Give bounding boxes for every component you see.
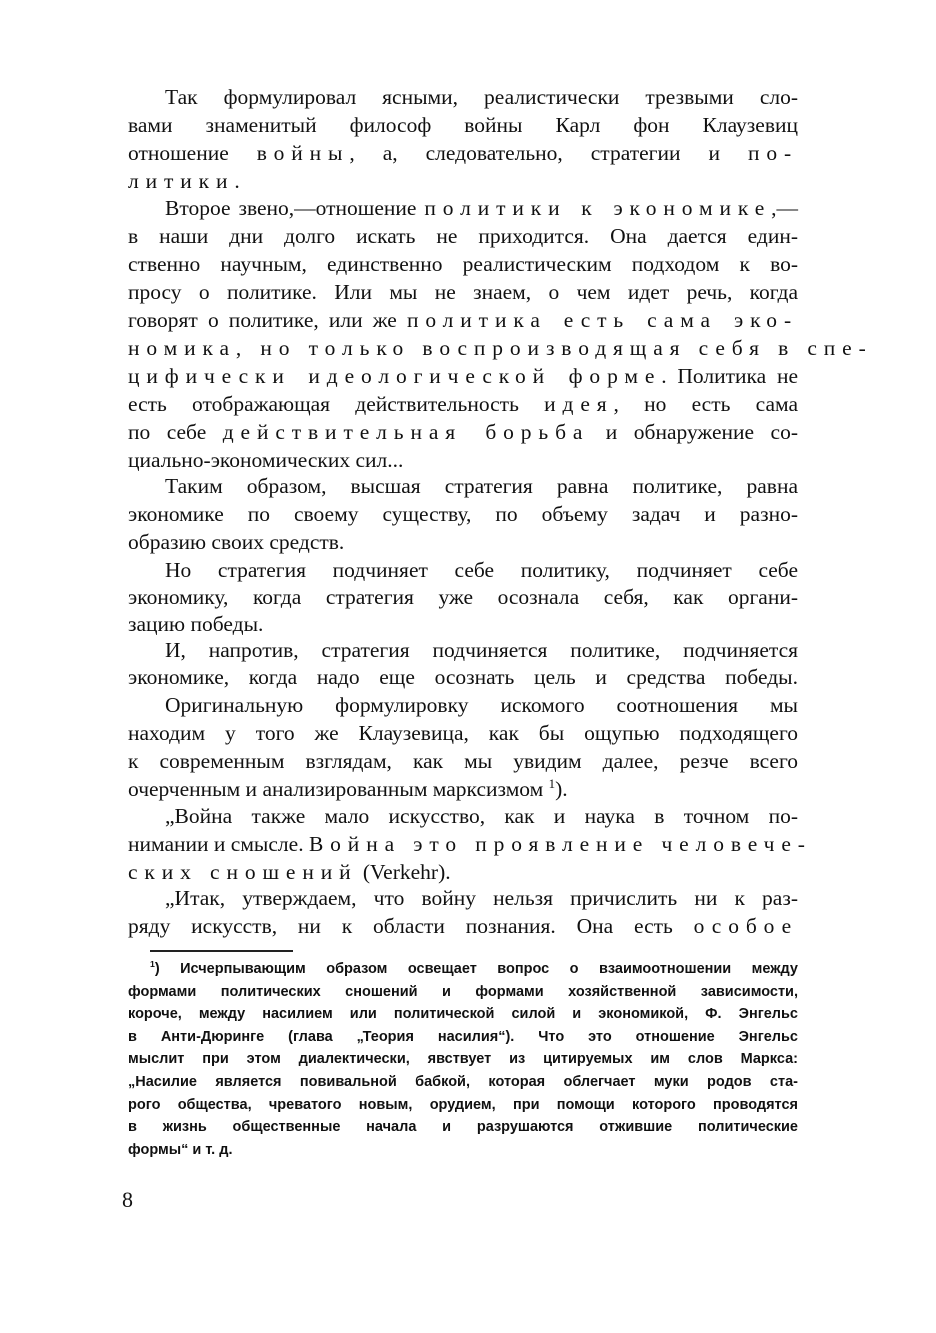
spaced-emphasis: номика, но только воспроизводящая себя в спе-: [128, 336, 873, 360]
text-line: ряду искусств, ни к области познания. Она есть особое: [128, 914, 798, 938]
text-line: экономику, когда стратегия уже осознала себя, как органи-: [128, 585, 798, 609]
text-line: [128, 334, 873, 362]
footnote-line: $^1$) Исчерпывающим образом освещает вопрос о взаимоотношении между: [150, 959, 798, 977]
text-line: Второе звено,—отношение политики к экономике,—: [165, 196, 798, 220]
text-line: есть отображающая действительность идея, но есть сама: [128, 392, 798, 416]
spaced-emphasis: идея: [544, 392, 614, 416]
text-line: экономике по своему существу, по объему задач и разно-: [128, 502, 798, 526]
text-line: образию своих средств.: [128, 530, 345, 554]
spaced-emphasis: особое: [693, 914, 798, 938]
text-line: просу о политике. Или мы не знаем, о чем идет речь, когда: [128, 280, 798, 304]
text-line: экономике, когда надо еще осознать цель и средства победы.: [128, 665, 798, 689]
footnote-line: мыслит при этом диалектически, явствует из цитируемых им слов Маркса:: [128, 1051, 798, 1068]
text-line: „Итак, утверждаем, что войну нельзя причислить ни к раз-: [165, 886, 798, 910]
text-line: в наши дни долго искать не приходится. Она дается един-: [128, 224, 798, 248]
footnote-reference[interactable]: 1: [548, 776, 556, 791]
text-line: Так формулировал ясными, реалистически трезвыми сло-: [165, 85, 798, 109]
spaced-emphasis: Война это проявление человече-: [308, 832, 812, 856]
spaced-emphasis: цифически идеологической форме: [128, 364, 662, 388]
text-line: находим у того же Клаузевица, как бы ощупью подходящего: [128, 721, 798, 745]
text-line: цифически идеологической форме. Политика не: [128, 364, 798, 388]
footnote-divider: [150, 950, 293, 952]
text-line: Таким образом, высшая стратегия равна политике, равна: [165, 474, 798, 498]
text-line: „Война также мало искусство, как и наука в точном по-: [165, 804, 798, 828]
spaced-emphasis: политики к экономике: [424, 196, 772, 220]
text-line: И, напротив, стратегия подчиняется политике, подчиняется: [165, 638, 798, 662]
text-line: Оригинальную формулировку искомого соотношения мы: [165, 693, 798, 717]
text-line: зацию победы.: [128, 612, 264, 636]
spaced-emphasis: политика есть сама эко-: [406, 308, 798, 332]
text-line: очерченным и анализированным марксизмом $^1$).: [128, 776, 568, 801]
text-line: нимании и смысле. Война это проявление человече-: [128, 832, 812, 856]
footnote-line: короче, между насилием или политической силой и экономикой, Ф. Энгельс: [128, 1006, 798, 1023]
spaced-emphasis: действительная борьба: [222, 420, 590, 444]
text-line: отношение войны, а, следовательно, стратегии и по-: [128, 141, 798, 165]
spaced-emphasis: литики: [128, 169, 235, 193]
text-line: ственно научным, единственно реалистическим подходом к во-: [128, 252, 798, 276]
text-line: циально-экономических сил...: [128, 448, 404, 472]
text-line: вами знаменитый философ войны Карл фон Клаузевиц: [128, 113, 798, 137]
footnote-line: в Анти-Дюринге (глава „Теория насилия“). Что это отношение Энгельс: [128, 1028, 798, 1045]
spaced-emphasis: по-: [747, 141, 798, 165]
spaced-emphasis: войны: [256, 141, 350, 165]
text-line: по себе действительная борьба и обнаружение со-: [128, 420, 798, 444]
footnote-line: формы“ и т. д.: [128, 1141, 233, 1158]
footnote-line: в жизнь общественные начала и разрушаются отжившие политические: [128, 1119, 798, 1136]
footnote-line: рого общества, чреватого новым, орудием, при помощи которого проводятся: [128, 1096, 798, 1113]
footnote-line: „Насилие является повивальной бабкой, которая облегчает муки родов ста-: [128, 1074, 798, 1090]
text-line: говорят о политике, или же политика есть сама эко-: [128, 308, 798, 332]
text-line: к современным взглядам, как мы увидим далее, резче всего: [128, 749, 798, 773]
text-line: литики.: [128, 169, 240, 193]
footnote-line: формами политических сношений и формами хозяйственной зависимости,: [128, 983, 798, 1000]
text-line: ских сношений (Verkehr).: [128, 860, 451, 884]
footnote-marker: 1: [150, 959, 155, 970]
page-number: 8: [122, 1187, 133, 1212]
text-line: Но стратегия подчиняет себе политику, подчиняет себе: [165, 558, 798, 582]
spaced-emphasis: ских сношений: [128, 860, 358, 884]
